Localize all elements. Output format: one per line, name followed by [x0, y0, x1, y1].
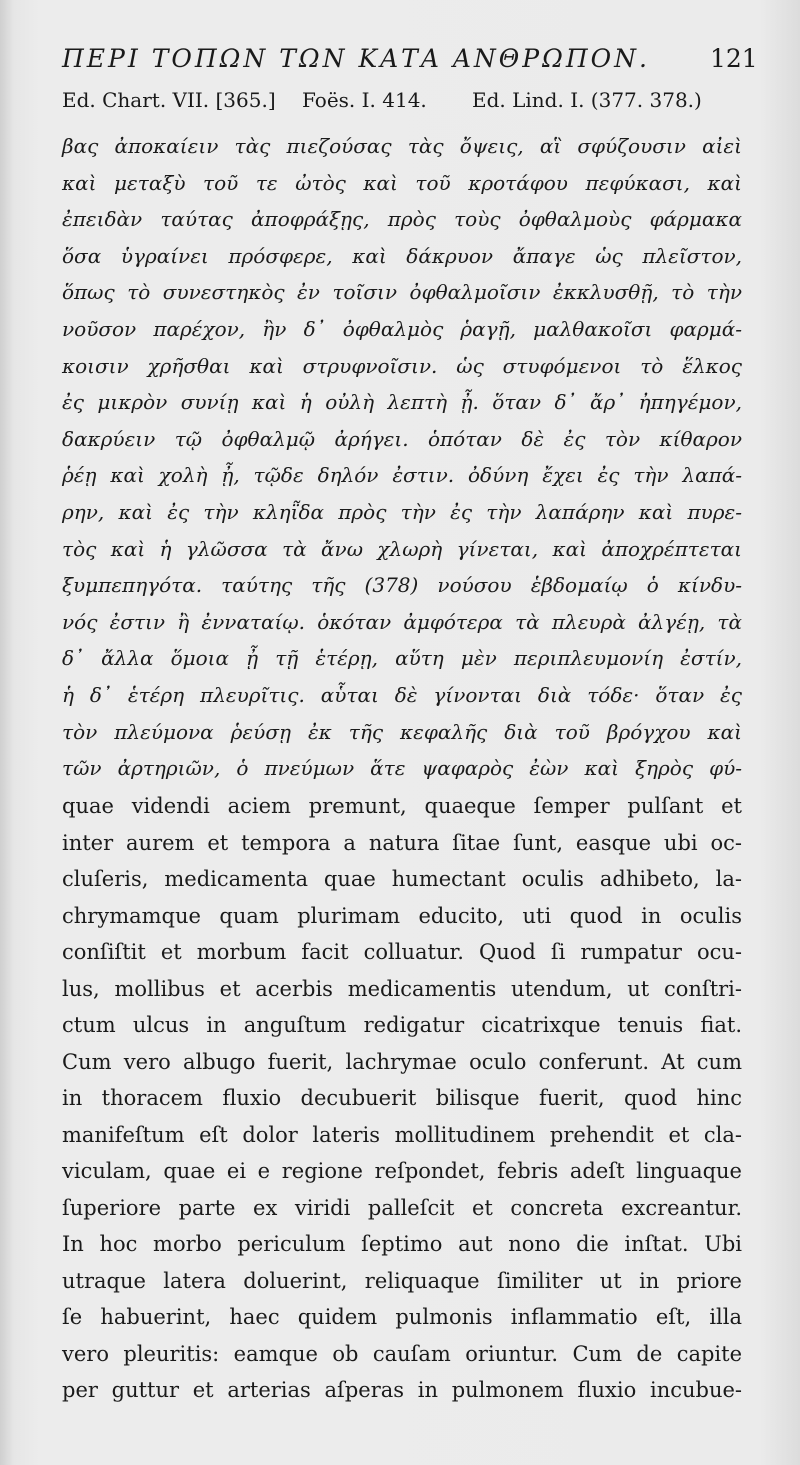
- greek-line: ὅσα ὑγραίνει πρόσφερε, καὶ δάκρυον ἄπαγε ὡς πλεῖστον,: [62, 243, 742, 268]
- latin-line: inter aurem et tempora a natura ſitae ſunt, easque ubi oc-: [62, 830, 742, 855]
- running-title: ΠΕΡΙ ΤΟΠΩΝ ΤΩΝ ΚΑΤΑ ΑΝΘΡΩΠΟΝ.: [62, 44, 650, 73]
- greek-line: ῥέῃ καὶ χολὴ ᾖ, τῷδε δηλόν ἐστιν. ὀδύνη ἔχει ἐς τὴν λαπά-: [62, 463, 742, 488]
- greek-line: νοῦσον παρέχον, ἢν δ᾽ ὀφθαλμὸς ῥαγῇ, μαλθακοῖσι φαρμά-: [62, 316, 742, 341]
- greek-line: νός ἐστιν ἢ ἐνναταίῳ. ὁκόταν ἀμφότερα τὰ πλευρὰ ἀλγέῃ, τὰ: [62, 609, 742, 634]
- page-number: 121: [710, 44, 758, 73]
- latin-line: lus, mollibus et acerbis medicamentis utendum, ut conſtri-: [62, 976, 742, 1001]
- latin-line: chrymamque quam plurimam educito, uti quod in oculis: [62, 903, 742, 928]
- latin-line: manifeſtum eſt dolor lateris mollitudinem prehendit et cla-: [62, 1122, 742, 1147]
- edition-foes: Foës. I. 414.: [302, 88, 427, 112]
- greek-line: τὸν πλεύμονα ῥεύσῃ ἐκ τῆς κεφαλῆς διὰ τοῦ βρόγχου καὶ: [62, 719, 742, 744]
- latin-line: ſuperiore parte ex viridi palleſcit et concreta excreantur.: [62, 1195, 742, 1220]
- latin-line: ctum ulcus in anguſtum redigatur cicatrixque tenuis fiat.: [62, 1013, 742, 1037]
- greek-line: ὅπως τὸ συνεστηκὸς ἐν τοῖσιν ὀφθαλμοῖσιν ἐκκλυσθῇ, τὸ τὴν: [62, 280, 742, 305]
- edition-lind: Ed. Lind. I. (377. 378.): [472, 88, 702, 112]
- greek-line: καὶ μεταξὺ τοῦ τε ὠτὸς καὶ τοῦ κροτάφου πεφύκασι, καὶ: [62, 170, 742, 195]
- greek-text: [62, 128, 742, 787]
- greek-line: κοισιν χρῆσθαι καὶ στρυφνοῖσιν. ὡς στυφόμενοι τὸ ἕλκος: [62, 353, 742, 378]
- greek-line: τὸς καὶ ἡ γλῶσσα τὰ ἄνω χλωρὴ γίνεται, καὶ ἀποχρέπτεται: [62, 536, 742, 561]
- edition-chartier: Ed. Chart. VII. [365.]: [62, 88, 276, 112]
- latin-line: ſe habuerint, haec quidem pulmonis inflammatio eſt, illa: [62, 1305, 742, 1329]
- greek-line: ἡ δ᾽ ἑτέρη πλευρῖτις. αὗται δὲ γίνονται διὰ τόδε· ὅταν ἐς: [62, 682, 742, 707]
- latin-line: Cum vero albugo fuerit, lachrymae oculo conferunt. At cum: [62, 1049, 742, 1074]
- latin-line: in thoracem fluxio decubuerit bilisque fuerit, quod hinc: [62, 1086, 742, 1110]
- greek-line: ρην, καὶ ἐς τὴν κληῗδα πρὸς τὴν ἐς τὴν λαπάρην καὶ πυρε-: [62, 499, 742, 524]
- greek-line: ἐπειδὰν ταύτας ἀποφράξῃς, πρὸς τοὺς ὀφθαλμοὺς φάρμακα: [62, 207, 742, 232]
- latin-line: In hoc morbo periculum ſeptimo aut nono die inſtat. Ubi: [62, 1232, 742, 1256]
- greek-line: δακρύειν τῷ ὀφθαλμῷ ἀρήγει. ὁπόταν δὲ ἐς τὸν κίθαρον: [62, 426, 742, 451]
- latin-line: vero pleuritis: eamque ob cauſam oriuntur. Cum de capite: [62, 1341, 742, 1366]
- latin-line: cluſeris, medicamenta quae humectant oculis adhibeto, la-: [62, 867, 742, 891]
- greek-line: ξυμπεπηγότα. ταύτης τῆς (378) νούσου ἑβδομαίῳ ὁ κίνδυ-: [62, 573, 742, 598]
- latin-line: utraque latera doluerint, reliquaque ſimiliter ut in priore: [62, 1268, 742, 1293]
- greek-line: τῶν ἀρτηριῶν, ὁ πνεύμων ἅτε ψαφαρὸς ἐὼν καὶ ξηρὸς φύ-: [62, 756, 742, 781]
- greek-line: βας ἀποκαίειν τὰς πιεζούσας τὰς ὄψεις, αἳ σφύζουσιν αἰεὶ: [62, 134, 742, 158]
- latin-line: per guttur et arterias aſperas in pulmonem fluxio incubue-: [62, 1378, 742, 1402]
- latin-line: conſiſtit et morbum facit colluatur. Quod ſi rumpatur ocu-: [62, 940, 742, 964]
- greek-line: ἐς μικρὸν συνίῃ καὶ ἡ οὐλὴ λεπτὴ ᾖ. ὅταν δ᾽ ἄρ᾽ ἠπηγέμον,: [62, 390, 742, 415]
- greek-line: δ᾽ ἄλλα ὅμοια ᾖ τῇ ἑτέρῃ, αὕτη μὲν περιπλευμονίη ἐστίν,: [62, 646, 742, 671]
- latin-line: quae videndi aciem premunt, quaeque ſemper pulſant et: [62, 794, 742, 818]
- latin-line: viculam, quae ei e regione reſpondet, febris adeſt linguaque: [62, 1159, 742, 1183]
- latin-translation: [62, 788, 742, 1409]
